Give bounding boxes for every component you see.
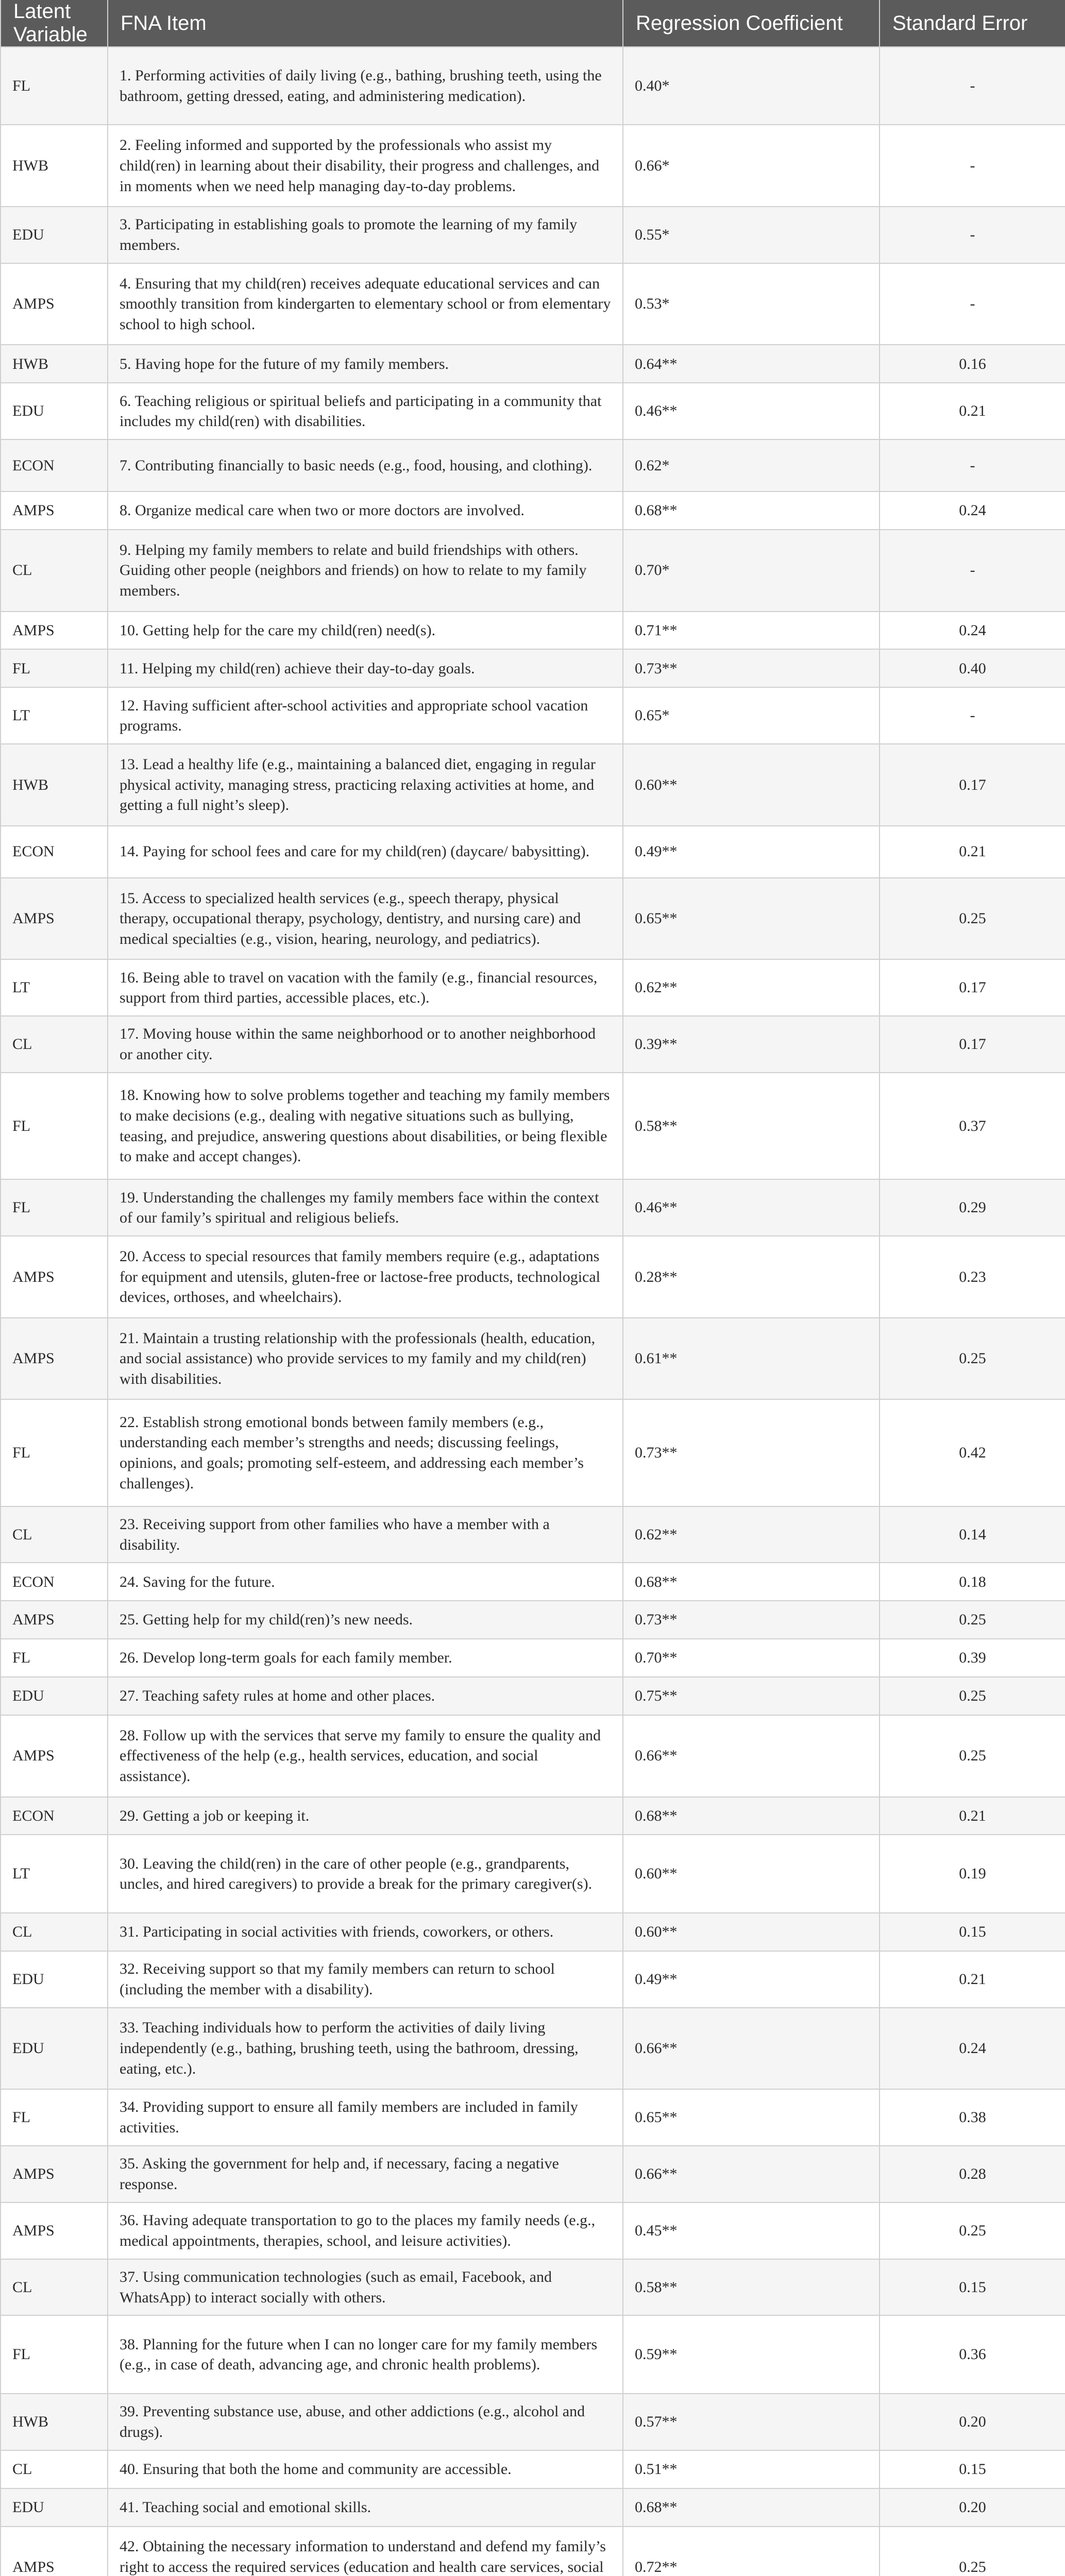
regression-coefficient-cell: 0.73** bbox=[623, 1399, 880, 1506]
latent-variable-cell: AMPS bbox=[1, 1601, 108, 1639]
fna-item-cell: 15. Access to specialized health services (e.g., speech therapy, physical therapy, occupational therapy, psychology, dentistry, and nursing care) and medical specialties (e.g., vision, hearing, neurology, and pediatrics). bbox=[108, 878, 623, 960]
fna-item-cell: 41. Teaching social and emotional skills. bbox=[108, 2488, 623, 2527]
standard-error-cell: 0.17 bbox=[880, 959, 1065, 1016]
latent-variable-cell: FL bbox=[1, 1179, 108, 1236]
table-row bbox=[1, 2202, 1065, 2259]
header-standard-error: Standard Error bbox=[880, 0, 1065, 47]
latent-variable-cell: FL bbox=[1, 1399, 108, 1506]
latent-variable-cell: AMPS bbox=[1, 2202, 108, 2259]
table-row bbox=[1, 1677, 1065, 1715]
latent-variable-cell: CL bbox=[1, 1016, 108, 1073]
latent-variable-cell: AMPS bbox=[1, 1236, 108, 1318]
standard-error-cell: 0.24 bbox=[880, 2008, 1065, 2090]
standard-error-cell: 0.17 bbox=[880, 1016, 1065, 1073]
standard-error-cell: - bbox=[880, 263, 1065, 345]
regression-coefficient-cell: 0.59** bbox=[623, 2315, 880, 2393]
fna-item-cell: 23. Receiving support from other families who have a member with a disability. bbox=[108, 1506, 623, 1563]
table-row bbox=[1, 1563, 1065, 1601]
standard-error-cell: 0.25 bbox=[880, 1715, 1065, 1797]
standard-error-cell: 0.25 bbox=[880, 1601, 1065, 1639]
standard-error-cell: 0.16 bbox=[880, 345, 1065, 383]
regression-coefficient-cell: 0.40* bbox=[623, 47, 880, 125]
fna-item-cell: 40. Ensuring that both the home and community are accessible. bbox=[108, 2450, 623, 2488]
table-row bbox=[1, 439, 1065, 492]
standard-error-cell: 0.15 bbox=[880, 2259, 1065, 2316]
table-row bbox=[1, 1639, 1065, 1677]
fna-item-cell: 31. Participating in social activities with friends, coworkers, or others. bbox=[108, 1913, 623, 1951]
standard-error-cell: 0.24 bbox=[880, 612, 1065, 650]
fna-item-cell: 33. Teaching individuals how to perform the activities of daily living independently (e.g., bathing, brushing teeth, using the bathroom, dressing, eating, etc.). bbox=[108, 2008, 623, 2090]
latent-variable-cell: HWB bbox=[1, 125, 108, 207]
standard-error-cell: 0.15 bbox=[880, 1913, 1065, 1951]
standard-error-cell: 0.25 bbox=[880, 2527, 1065, 2576]
latent-variable-cell: HWB bbox=[1, 345, 108, 383]
fna-item-cell: 1. Performing activities of daily living (e.g., bathing, brushing teeth, using the bathroom, getting dressed, eating, and administering medication). bbox=[108, 47, 623, 125]
latent-variable-cell: EDU bbox=[1, 207, 108, 263]
latent-variable-cell: CL bbox=[1, 1506, 108, 1563]
fna-item-cell: 21. Maintain a trusting relationship with the professionals (health, education, and social assistance) who provide services to my family and my child(ren) with disabilities. bbox=[108, 1318, 623, 1400]
standard-error-cell: 0.42 bbox=[880, 1399, 1065, 1506]
regression-coefficient-cell: 0.64** bbox=[623, 345, 880, 383]
table-row bbox=[1, 612, 1065, 650]
fna-item-cell: 14. Paying for school fees and care for my child(ren) (daycare/ babysitting). bbox=[108, 826, 623, 878]
regression-coefficient-cell: 0.60** bbox=[623, 1835, 880, 1912]
header-latent-variable: Latent Variable bbox=[1, 0, 108, 47]
header-fna-item: FNA Item bbox=[108, 0, 623, 47]
latent-variable-cell: FL bbox=[1, 2315, 108, 2393]
latent-variable-cell: EDU bbox=[1, 2488, 108, 2527]
latent-variable-cell: ECON bbox=[1, 1797, 108, 1835]
latent-variable-cell: EDU bbox=[1, 383, 108, 439]
standard-error-cell: 0.29 bbox=[880, 1179, 1065, 1236]
latent-variable-cell: HWB bbox=[1, 744, 108, 826]
standard-error-cell: 0.38 bbox=[880, 2089, 1065, 2146]
regression-coefficient-cell: 0.57** bbox=[623, 2394, 880, 2450]
table-row bbox=[1, 2315, 1065, 2393]
table-row bbox=[1, 263, 1065, 345]
table-row bbox=[1, 1913, 1065, 1951]
latent-variable-cell: AMPS bbox=[1, 2146, 108, 2202]
regression-coefficient-cell: 0.65** bbox=[623, 2089, 880, 2146]
standard-error-cell: - bbox=[880, 47, 1065, 125]
fna-item-cell: 30. Leaving the child(ren) in the care of other people (e.g., grandparents, uncles, and hired caregivers) to provide a break for the primary caregiver(s). bbox=[108, 1835, 623, 1912]
latent-variable-cell: ECON bbox=[1, 1563, 108, 1601]
regression-coefficient-cell: 0.58** bbox=[623, 1073, 880, 1179]
table-row bbox=[1, 125, 1065, 207]
standard-error-cell: 0.18 bbox=[880, 1563, 1065, 1601]
fna-item-cell: 12. Having sufficient after-school activities and appropriate school vacation programs. bbox=[108, 687, 623, 744]
table-row bbox=[1, 2488, 1065, 2527]
latent-variable-cell: FL bbox=[1, 47, 108, 125]
regression-coefficient-cell: 0.73** bbox=[623, 1601, 880, 1639]
latent-variable-cell: LT bbox=[1, 687, 108, 744]
regression-coefficient-cell: 0.55* bbox=[623, 207, 880, 263]
fna-item-cell: 4. Ensuring that my child(ren) receives adequate educational services and can smoothly transition from kindergarten to elementary school or from elementary school to high school. bbox=[108, 263, 623, 345]
table-row bbox=[1, 47, 1065, 125]
standard-error-cell: 0.21 bbox=[880, 383, 1065, 439]
standard-error-cell: - bbox=[880, 439, 1065, 492]
standard-error-cell: 0.28 bbox=[880, 2146, 1065, 2202]
fna-item-cell: 26. Develop long-term goals for each family member. bbox=[108, 1639, 623, 1677]
fna-item-cell: 18. Knowing how to solve problems together and teaching my family members to make decisions (e.g., dealing with negative situations such as bullying, teasing, and prejudice, answering questions about disabilities, or being flexible to make and accept changes). bbox=[108, 1073, 623, 1179]
latent-variable-cell: HWB bbox=[1, 2394, 108, 2450]
table-row bbox=[1, 492, 1065, 530]
regression-coefficient-cell: 0.60** bbox=[623, 1913, 880, 1951]
standard-error-cell: 0.25 bbox=[880, 1677, 1065, 1715]
table-row bbox=[1, 345, 1065, 383]
table-body bbox=[1, 47, 1065, 2576]
standard-error-cell: 0.37 bbox=[880, 1073, 1065, 1179]
table-row bbox=[1, 1835, 1065, 1912]
latent-variable-cell: ECON bbox=[1, 439, 108, 492]
fna-item-cell: 38. Planning for the future when I can no longer care for my family members (e.g., in case of death, advancing age, and chronic health problems). bbox=[108, 2315, 623, 2393]
header-regression-coefficient: Regression Coefficient bbox=[623, 0, 880, 47]
fna-item-cell: 34. Providing support to ensure all family members are included in family activities. bbox=[108, 2089, 623, 2146]
regression-coefficient-cell: 0.61** bbox=[623, 1318, 880, 1400]
regression-coefficient-cell: 0.66** bbox=[623, 2146, 880, 2202]
regression-coefficient-cell: 0.66** bbox=[623, 1715, 880, 1797]
fna-item-cell: 10. Getting help for the care my child(ren) need(s). bbox=[108, 612, 623, 650]
latent-variable-cell: FL bbox=[1, 649, 108, 687]
regression-coefficient-cell: 0.75** bbox=[623, 1677, 880, 1715]
fna-item-cell: 19. Understanding the challenges my family members face within the context of our family’s spiritual and religious beliefs. bbox=[108, 1179, 623, 1236]
fna-item-cell: 3. Participating in establishing goals to promote the learning of my family members. bbox=[108, 207, 623, 263]
regression-coefficient-cell: 0.72** bbox=[623, 2527, 880, 2576]
regression-coefficient-cell: 0.68** bbox=[623, 492, 880, 530]
latent-variable-cell: ECON bbox=[1, 826, 108, 878]
standard-error-cell: 0.15 bbox=[880, 2450, 1065, 2488]
regression-coefficient-cell: 0.68** bbox=[623, 2488, 880, 2527]
regression-coefficient-cell: 0.46** bbox=[623, 1179, 880, 1236]
regression-coefficient-cell: 0.60** bbox=[623, 744, 880, 826]
latent-variable-cell: AMPS bbox=[1, 878, 108, 960]
regression-coefficient-cell: 0.66* bbox=[623, 125, 880, 207]
regression-coefficient-cell: 0.65** bbox=[623, 878, 880, 960]
latent-variable-cell: AMPS bbox=[1, 1318, 108, 1400]
fna-item-cell: 6. Teaching religious or spiritual beliefs and participating in a community that includes my child(ren) with disabilities. bbox=[108, 383, 623, 439]
standard-error-cell: 0.36 bbox=[880, 2315, 1065, 2393]
fna-item-cell: 36. Having adequate transportation to go to the places my family needs (e.g., medical appointments, therapies, school, and leisure activities). bbox=[108, 2202, 623, 2259]
standard-error-cell: 0.25 bbox=[880, 1318, 1065, 1400]
table-row bbox=[1, 1715, 1065, 1797]
regression-coefficient-cell: 0.68** bbox=[623, 1563, 880, 1601]
fna-item-cell: 16. Being able to travel on vacation with the family (e.g., financial resources, support from third parties, accessible places, etc.). bbox=[108, 959, 623, 1016]
regression-coefficient-cell: 0.49** bbox=[623, 1951, 880, 2008]
standard-error-cell: 0.25 bbox=[880, 2202, 1065, 2259]
table-row bbox=[1, 2089, 1065, 2146]
latent-variable-cell: CL bbox=[1, 530, 108, 612]
table-header-row bbox=[1, 0, 1065, 47]
regression-coefficient-cell: 0.45** bbox=[623, 2202, 880, 2259]
regression-coefficient-cell: 0.70** bbox=[623, 1639, 880, 1677]
latent-variable-cell: LT bbox=[1, 959, 108, 1016]
fna-item-cell: 8. Organize medical care when two or more doctors are involved. bbox=[108, 492, 623, 530]
regression-coefficient-cell: 0.73** bbox=[623, 649, 880, 687]
table-row bbox=[1, 383, 1065, 439]
table-row bbox=[1, 2008, 1065, 2090]
regression-coefficient-cell: 0.66** bbox=[623, 2008, 880, 2090]
standard-error-cell: - bbox=[880, 687, 1065, 744]
regression-coefficient-cell: 0.46** bbox=[623, 383, 880, 439]
fna-item-cell: 9. Helping my family members to relate and build friendships with others. Guiding other people (neighbors and friends) on how to relate to my family members. bbox=[108, 530, 623, 612]
latent-variable-cell: FL bbox=[1, 2089, 108, 2146]
regression-coefficient-cell: 0.53* bbox=[623, 263, 880, 345]
latent-variable-cell: AMPS bbox=[1, 492, 108, 530]
latent-variable-cell: FL bbox=[1, 1073, 108, 1179]
standard-error-cell: 0.21 bbox=[880, 826, 1065, 878]
regression-coefficient-cell: 0.58** bbox=[623, 2259, 880, 2316]
standard-error-cell: 0.21 bbox=[880, 1797, 1065, 1835]
regression-coefficient-cell: 0.51** bbox=[623, 2450, 880, 2488]
table-row bbox=[1, 207, 1065, 263]
table-row bbox=[1, 1797, 1065, 1835]
standard-error-cell: 0.40 bbox=[880, 649, 1065, 687]
table-row bbox=[1, 1399, 1065, 1506]
fna-item-cell: 17. Moving house within the same neighborhood or to another neighborhood or another city. bbox=[108, 1016, 623, 1073]
table-row bbox=[1, 1073, 1065, 1179]
fna-item-cell: 27. Teaching safety rules at home and other places. bbox=[108, 1677, 623, 1715]
fna-item-cell: 7. Contributing financially to basic needs (e.g., food, housing, and clothing). bbox=[108, 439, 623, 492]
latent-variable-cell: FL bbox=[1, 1639, 108, 1677]
regression-coefficient-cell: 0.62* bbox=[623, 439, 880, 492]
table-row bbox=[1, 1601, 1065, 1639]
fna-item-cell: 29. Getting a job or keeping it. bbox=[108, 1797, 623, 1835]
table-row bbox=[1, 2259, 1065, 2316]
latent-variable-cell: LT bbox=[1, 1835, 108, 1912]
table-row bbox=[1, 1506, 1065, 1563]
standard-error-cell: 0.19 bbox=[880, 1835, 1065, 1912]
table-row bbox=[1, 826, 1065, 878]
table-row bbox=[1, 1318, 1065, 1400]
standard-error-cell: - bbox=[880, 207, 1065, 263]
standard-error-cell: 0.39 bbox=[880, 1639, 1065, 1677]
latent-variable-cell: AMPS bbox=[1, 2527, 108, 2576]
table-row bbox=[1, 1236, 1065, 1318]
fna-item-cell: 32. Receiving support so that my family members can return to school (including the member with a disability). bbox=[108, 1951, 623, 2008]
table-row bbox=[1, 649, 1065, 687]
latent-variable-cell: EDU bbox=[1, 1951, 108, 2008]
standard-error-cell: 0.25 bbox=[880, 878, 1065, 960]
latent-variable-cell: CL bbox=[1, 2450, 108, 2488]
table-row bbox=[1, 687, 1065, 744]
latent-variable-cell: CL bbox=[1, 1913, 108, 1951]
table-row bbox=[1, 1179, 1065, 1236]
regression-coefficient-cell: 0.70* bbox=[623, 530, 880, 612]
standard-error-cell: 0.24 bbox=[880, 492, 1065, 530]
fna-item-cell: 2. Feeling informed and supported by the professionals who assist my child(ren) in learning about their disability, their progress and challenges, and in moments when we need help managing day-to-day problems. bbox=[108, 125, 623, 207]
latent-variable-cell: EDU bbox=[1, 1677, 108, 1715]
regression-coefficient-cell: 0.62** bbox=[623, 1506, 880, 1563]
fna-item-cell: 28. Follow up with the services that serve my family to ensure the quality and effectiveness of the help (e.g., health services, education, and social assistance). bbox=[108, 1715, 623, 1797]
table-row bbox=[1, 2527, 1065, 2576]
table-row bbox=[1, 530, 1065, 612]
latent-variable-cell: AMPS bbox=[1, 1715, 108, 1797]
table-row bbox=[1, 1951, 1065, 2008]
regression-coefficient-cell: 0.39** bbox=[623, 1016, 880, 1073]
latent-variable-cell: AMPS bbox=[1, 263, 108, 345]
regression-coefficient-cell: 0.65* bbox=[623, 687, 880, 744]
latent-variable-cell: CL bbox=[1, 2259, 108, 2316]
regression-coefficient-cell: 0.68** bbox=[623, 1797, 880, 1835]
fna-item-cell: 39. Preventing substance use, abuse, and other addictions (e.g., alcohol and drugs). bbox=[108, 2394, 623, 2450]
regression-coefficient-cell: 0.71** bbox=[623, 612, 880, 650]
table-row bbox=[1, 1016, 1065, 1073]
table-row bbox=[1, 878, 1065, 960]
fna-item-cell: 22. Establish strong emotional bonds between family members (e.g., understanding each member’s strengths and needs; discussing feelings, opinions, and goals; promoting self-esteem, and addressing each member’s challenges). bbox=[108, 1399, 623, 1506]
fna-item-cell: 25. Getting help for my child(ren)’s new needs. bbox=[108, 1601, 623, 1639]
table-row bbox=[1, 744, 1065, 826]
table-row bbox=[1, 959, 1065, 1016]
regression-coefficient-cell: 0.28** bbox=[623, 1236, 880, 1318]
standard-error-cell: - bbox=[880, 530, 1065, 612]
standard-error-cell: 0.17 bbox=[880, 744, 1065, 826]
standard-error-cell: 0.20 bbox=[880, 2488, 1065, 2527]
regression-coefficient-cell: 0.62** bbox=[623, 959, 880, 1016]
fna-item-cell: 37. Using communication technologies (such as email, Facebook, and WhatsApp) to interact socially with others. bbox=[108, 2259, 623, 2316]
table-row bbox=[1, 2450, 1065, 2488]
fna-item-cell: 20. Access to special resources that family members require (e.g., adaptations for equipment and utensils, gluten-free or lactose-free products, technological devices, orthoses, and wheelchairs). bbox=[108, 1236, 623, 1318]
table-row bbox=[1, 2146, 1065, 2202]
standard-error-cell: 0.14 bbox=[880, 1506, 1065, 1563]
standard-error-cell: 0.20 bbox=[880, 2394, 1065, 2450]
fna-item-cell: 42. Obtaining the necessary information to understand and defend my family’s right to access the required services (education and health care services, social bbox=[108, 2527, 623, 2576]
fna-item-cell: 24. Saving for the future. bbox=[108, 1563, 623, 1601]
latent-variable-cell: AMPS bbox=[1, 612, 108, 650]
standard-error-cell: 0.21 bbox=[880, 1951, 1065, 2008]
fna-item-cell: 35. Asking the government for help and, if necessary, facing a negative response. bbox=[108, 2146, 623, 2202]
fna-item-cell: 11. Helping my child(ren) achieve their day-to-day goals. bbox=[108, 649, 623, 687]
standard-error-cell: 0.23 bbox=[880, 1236, 1065, 1318]
latent-variable-cell: EDU bbox=[1, 2008, 108, 2090]
regression-coefficient-cell: 0.49** bbox=[623, 826, 880, 878]
fna-item-cell: 13. Lead a healthy life (e.g., maintaining a balanced diet, engaging in regular physical activity, managing stress, practicing relaxing activities at home, and getting a full night’s sleep). bbox=[108, 744, 623, 826]
table-row bbox=[1, 2394, 1065, 2450]
standard-error-cell: - bbox=[880, 125, 1065, 207]
fna-item-cell: 5. Having hope for the future of my family members. bbox=[108, 345, 623, 383]
